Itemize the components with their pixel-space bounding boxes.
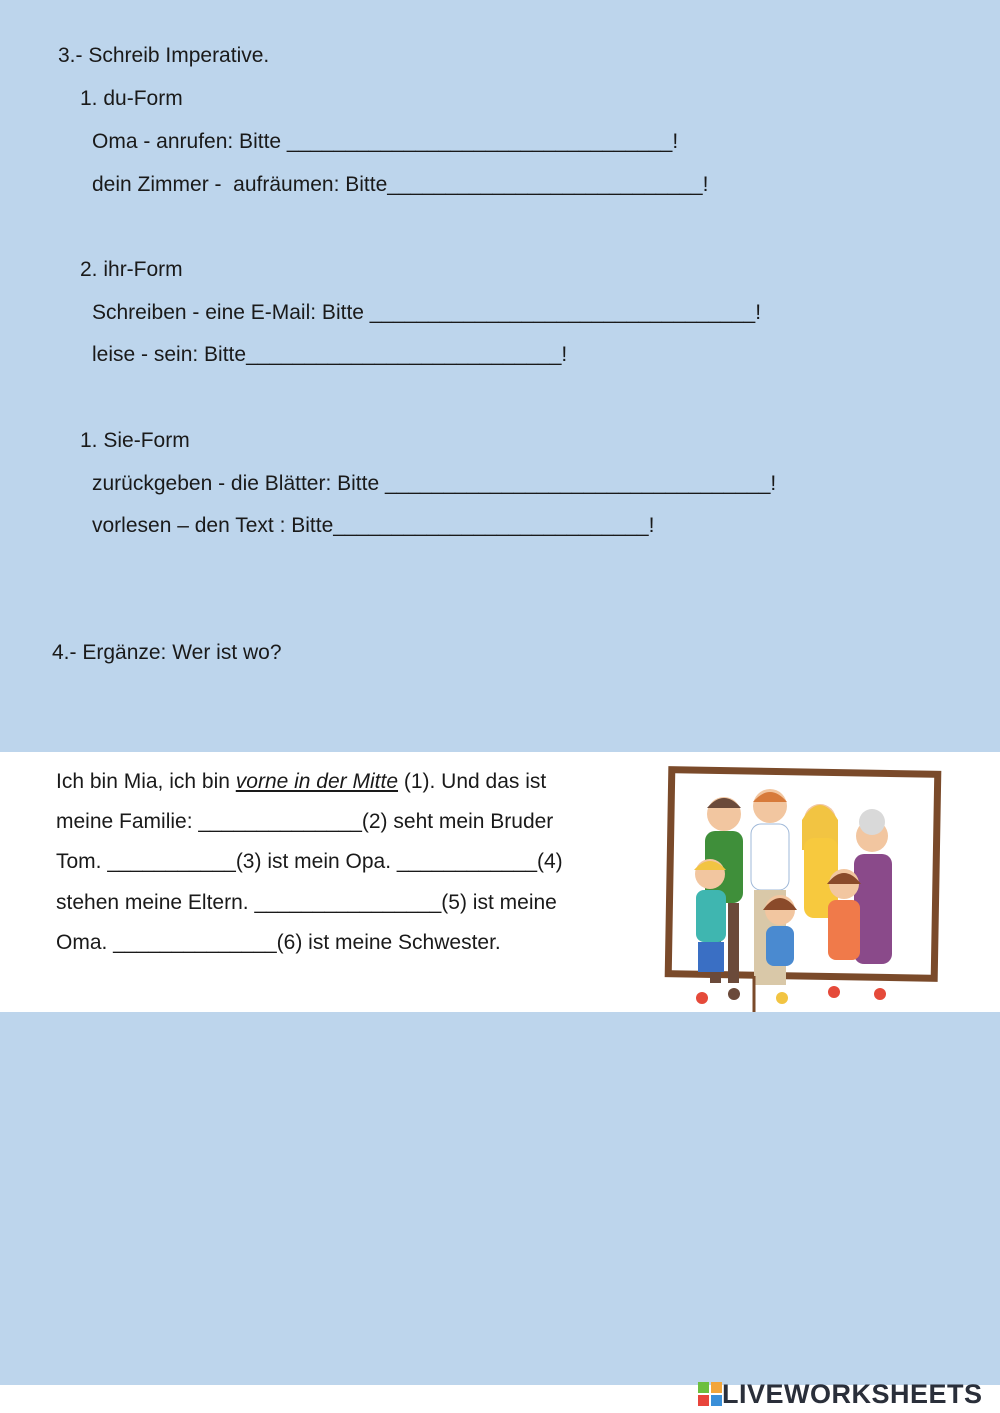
ihr-form-heading: 2. ihr-Form bbox=[80, 258, 183, 281]
sie-form-heading: 1. Sie-Form bbox=[80, 429, 190, 452]
section-3-title: 3.- Schreib Imperative. bbox=[58, 44, 270, 67]
ihr-form-line-1: Schreiben - eine E-Mail: Bitte _________________________________! bbox=[92, 301, 762, 324]
liveworksheets-logo-icon bbox=[698, 1382, 722, 1406]
exercise-line-4: stehen meine Eltern. ________________(5) ist meine bbox=[56, 891, 557, 914]
exercise-line-3: Tom. ___________(3) ist mein Opa. ____________(4) bbox=[56, 850, 563, 873]
exercise-line-1 bbox=[56, 771, 546, 792]
section-4-title: 4.- Ergänze: Wer ist wo? bbox=[52, 641, 282, 664]
exercise-line-2: meine Familie: ______________(2) seht mein Bruder bbox=[56, 810, 554, 833]
du-form-line-2: dein Zimmer - aufräumen: Bitte___________________________! bbox=[92, 173, 709, 196]
liveworksheets-logo bbox=[698, 1380, 983, 1408]
ihr-form-line-2: leise - sein: Bitte___________________________! bbox=[92, 343, 568, 366]
example-answer: vorne in der Mitte bbox=[235, 770, 399, 793]
exercise-line-5: Oma. ______________(6) ist meine Schwester. bbox=[56, 931, 501, 954]
line-1-end: (1). Und das ist bbox=[398, 770, 547, 793]
du-form-line-1: Oma - anrufen: Bitte _________________________________! bbox=[92, 130, 679, 153]
sie-form-line-2: vorlesen – den Text : Bitte___________________________! bbox=[92, 514, 655, 537]
sie-form-line-1: zurückgeben - die Blätter: Bitte _________________________________! bbox=[92, 472, 777, 495]
family-picture bbox=[662, 766, 942, 1014]
liveworksheets-logo-text: LIVEWORKSHEETS bbox=[722, 1378, 983, 1409]
du-form-heading: 1. du-Form bbox=[80, 87, 183, 110]
line-1-start: Ich bin Mia, ich bin bbox=[56, 770, 236, 793]
